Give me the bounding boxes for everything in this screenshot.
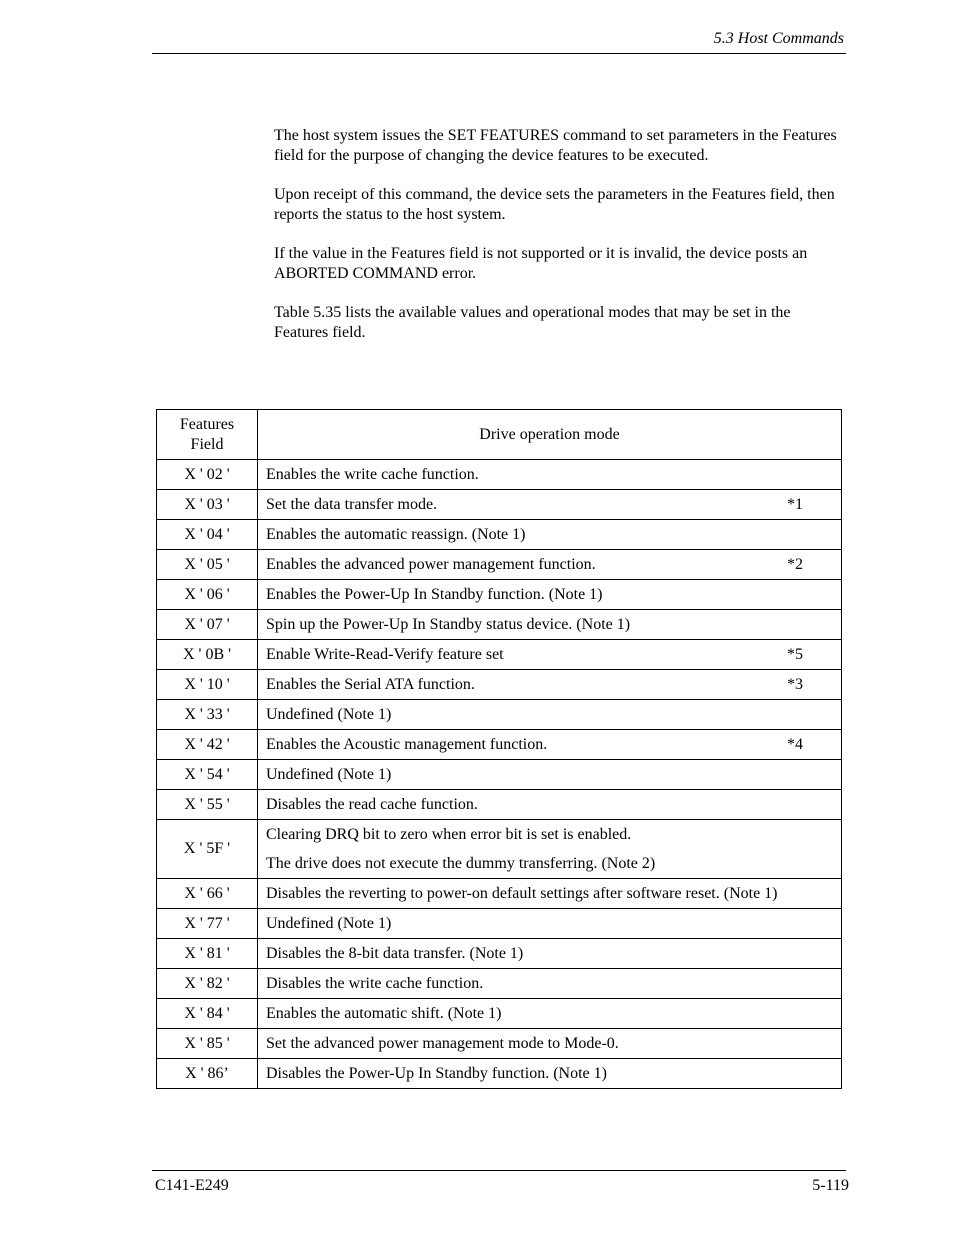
feature-code: X ' 33 ': [157, 700, 258, 730]
feature-code: X ' 84 ': [157, 999, 258, 1029]
feature-code: X ' 86’: [157, 1059, 258, 1089]
feature-code: X ' 0B ': [157, 640, 258, 670]
mode-text: Disables the 8-bit data transfer. (Note 1): [266, 944, 524, 962]
table-row: [157, 460, 842, 490]
feature-code: X ' 77 ': [157, 909, 258, 939]
note-ref: *4: [787, 735, 803, 753]
feature-mode: [258, 490, 842, 520]
feature-code: X ' 03 ': [157, 490, 258, 520]
note-ref: *2: [787, 555, 803, 573]
feature-code: X ' 10 ': [157, 670, 258, 700]
table-row: [157, 490, 842, 520]
body-text: [274, 126, 846, 362]
table-row: [157, 909, 842, 939]
footer-rule: [152, 1170, 846, 1171]
table-row: [157, 730, 842, 760]
paragraph: The host system issues the SET FEATURES command to set parameters in the Features field for the purpose of changing the device features to be executed.: [274, 127, 837, 164]
table-row: [157, 520, 842, 550]
table-row: [157, 670, 842, 700]
feature-mode: [258, 550, 842, 580]
feature-code: X ' 04 ': [157, 520, 258, 550]
mode-text: Enable Write-Read-Verify feature set: [266, 645, 504, 663]
feature-mode: [258, 1059, 842, 1089]
feature-mode: [258, 520, 842, 550]
mode-text: Undefined (Note 1): [266, 914, 392, 932]
table-row: [157, 610, 842, 640]
mode-text: Set the data transfer mode.: [266, 495, 438, 513]
mode-text: Undefined (Note 1): [266, 705, 392, 723]
paragraph: Table 5.35 lists the available values and operational modes that may be set in the Features field.: [274, 304, 791, 341]
table-row: [157, 939, 842, 969]
feature-mode: [258, 969, 842, 999]
mode-text-line2: The drive does not execute the dummy transferring. (Note 2): [266, 855, 656, 872]
note-ref: *1: [787, 495, 803, 513]
mode-text: Spin up the Power-Up In Standby status device. (Note 1): [266, 615, 631, 633]
feature-code: X ' 82 ': [157, 969, 258, 999]
table-row: [157, 640, 842, 670]
table-row: [157, 550, 842, 580]
mode-text: Undefined (Note 1): [266, 765, 392, 783]
table-row: [157, 700, 842, 730]
feature-mode: [258, 580, 842, 610]
feature-mode: [258, 670, 842, 700]
table-header-row: [157, 410, 842, 460]
table-row: [157, 1059, 842, 1089]
feature-mode: [258, 700, 842, 730]
mode-text: Enables the Power-Up In Standby function. (Note 1): [266, 585, 603, 603]
feature-mode: [258, 820, 842, 879]
page-number: 5-119: [812, 1177, 849, 1194]
document-id: C141-E249: [155, 1177, 229, 1194]
mode-text: Clearing DRQ bit to zero when error bit is set is enabled.: [266, 826, 632, 843]
mode-text: Enables the Serial ATA function.: [266, 675, 475, 693]
features-field-header-line1: Features: [179, 415, 235, 433]
mode-text: Disables the reverting to power-on default settings after software reset. (Note 1): [266, 884, 778, 902]
drive-operation-mode-header: Drive operation mode: [258, 410, 842, 460]
mode-text: Disables the write cache function.: [266, 974, 484, 992]
table-row: [157, 820, 842, 879]
feature-mode: [258, 640, 842, 670]
mode-text: Enables the advanced power management function.: [266, 555, 596, 573]
mode-text: Enables the automatic shift. (Note 1): [266, 1004, 502, 1022]
feature-mode: [258, 610, 842, 640]
feature-mode: [258, 1029, 842, 1059]
features-field-header-line2: Field: [190, 435, 224, 453]
mode-text: Set the advanced power management mode to Mode-0.: [266, 1034, 619, 1052]
feature-code: X ' 42 ': [157, 730, 258, 760]
mode-text: Enables the automatic reassign. (Note 1): [266, 525, 526, 543]
features-field-header: [157, 410, 258, 460]
table-row: [157, 999, 842, 1029]
note-ref: *3: [787, 675, 803, 693]
feature-code: X ' 81 ': [157, 939, 258, 969]
features-table: [156, 409, 842, 1089]
table-row: [157, 760, 842, 790]
mode-text: Enables the Acoustic management function.: [266, 735, 548, 753]
feature-mode: [258, 790, 842, 820]
feature-mode: [258, 460, 842, 490]
feature-code: X ' 66 ': [157, 879, 258, 909]
table-row: [157, 790, 842, 820]
feature-code: X ' 07 ': [157, 610, 258, 640]
table-row: [157, 879, 842, 909]
feature-code: X ' 55 ': [157, 790, 258, 820]
feature-code: X ' 54 ': [157, 760, 258, 790]
paragraph: Upon receipt of this command, the device sets the parameters in the Features field, then reports the status to the host system.: [274, 186, 835, 223]
feature-code: X ' 85 ': [157, 1029, 258, 1059]
mode-text: Disables the Power-Up In Standby function. (Note 1): [266, 1064, 607, 1082]
note-ref: *5: [787, 645, 803, 663]
feature-code: X ' 02 ': [157, 460, 258, 490]
mode-text: Disables the read cache function.: [266, 795, 478, 813]
feature-mode: [258, 879, 842, 909]
table-row: [157, 1029, 842, 1059]
feature-mode: [258, 730, 842, 760]
feature-mode: [258, 999, 842, 1029]
feature-code: X ' 5F ': [157, 820, 258, 879]
paragraph: If the value in the Features field is not supported or it is invalid, the device posts an ABORTED COMMAND error.: [274, 245, 808, 282]
table-row: [157, 969, 842, 999]
feature-code: X ' 06 ': [157, 580, 258, 610]
running-header: 5.3 Host Commands: [713, 30, 844, 47]
header-rule: [152, 53, 846, 54]
feature-mode: [258, 939, 842, 969]
feature-code: X ' 05 ': [157, 550, 258, 580]
feature-mode: [258, 760, 842, 790]
feature-mode: [258, 909, 842, 939]
table-row: [157, 580, 842, 610]
mode-text: Enables the write cache function.: [266, 465, 479, 483]
